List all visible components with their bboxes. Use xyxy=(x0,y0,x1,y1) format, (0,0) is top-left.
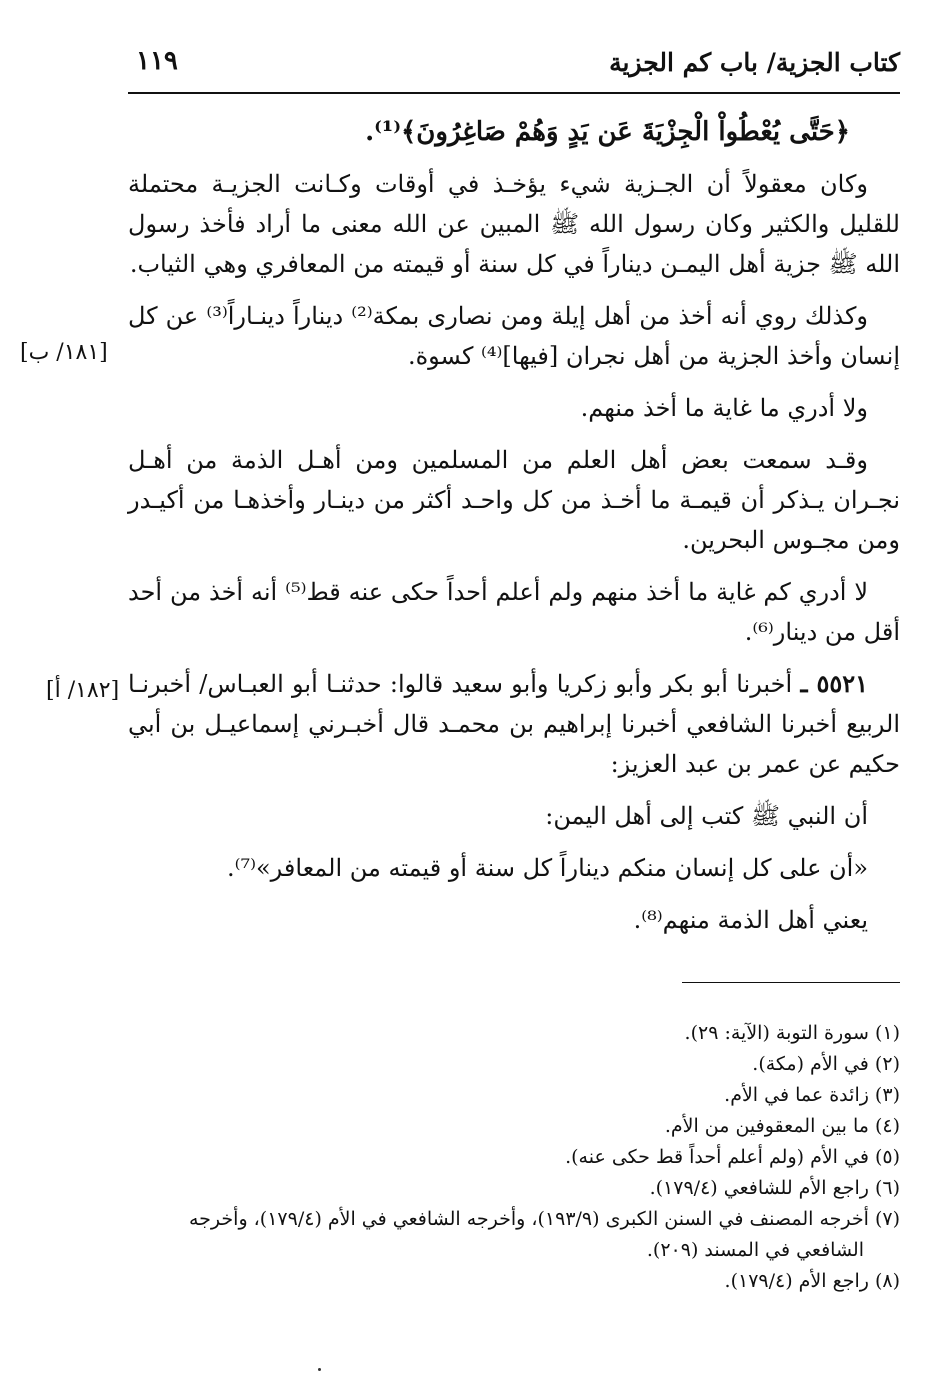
footnote: (٧) أخرجه المصنف في السنن الكبرى (١٩٣/٩)، وأخرجه الشافعي في الأم (١٧٩/٤)، وأخرجه xyxy=(189,1208,900,1230)
footnote: (٨) راجع الأم (١٧٩/٤). xyxy=(724,1270,900,1292)
hadith-number: ٥٥٢١ ـ xyxy=(800,669,868,698)
hadith-isnad: أخبرنا أبو بكر وأبو زكريا وأبو سعيد قالوا: حدثنـا أبو العبـاس/ أخبرنـا الربيع أخبرنا الشافعي أخبرنا إبراهيم بن محمـد قال أخبـرني إسماعيـل بن أبي حكيم عن عمر بن عبد العزيز: xyxy=(128,670,900,778)
scan-speck xyxy=(318,1368,321,1371)
footnote: (١) سورة التوبة (الآية: ٢٩). xyxy=(684,1022,900,1044)
margin-folio-note: [١٨١/ ب] xyxy=(20,340,108,365)
footnote: (٦) راجع الأم للشافعي (١٧٩/٤). xyxy=(649,1177,900,1199)
quran-verse: ﴿حَتَّى يُعْطُواْ الْجِزْيَةَ عَن يَدٍ وَهُمْ صَاغِرُونَ﴾⁽¹⁾. xyxy=(365,117,850,147)
paragraph-5: لا أدري كم غاية ما أخذ منهم ولم أعلم أحداً حكى عنه قط⁽⁵⁾ أنه أخذ من أحد أقل من دينار⁽⁶⁾. xyxy=(128,578,900,646)
footnote: (٤) ما بين المعقوفين من الأم. xyxy=(664,1115,900,1137)
paragraph-7: «أن على كل إنسان منكم ديناراً كل سنة أو قيمته من المعافر»⁽⁷⁾. xyxy=(226,854,868,882)
paragraph-6: أن النبي ﷺ كتب إلى أهل اليمن: xyxy=(545,802,868,830)
running-head: كتاب الجزية/ باب كم الجزية xyxy=(609,48,900,77)
paragraph-1: وكان معقولاً أن الجـزية شيء يؤخـذ في أوقات وكـانت الجزيـة محتملة للقليل والكثير وكان رسول الله ﷺ المبين عن الله معنى ما أراد فأخذ رسول الله ﷺ جزية أهل اليمـن ديناراً في كل سنة أو قيمته من المعافري وهي الثياب. xyxy=(128,170,900,278)
paragraph-4: وقـد سمعت بعض أهل العلم من المسلمين ومن أهـل الذمة من أهـل نجـران يـذكر أن قيمـة ما أخـذ من كل واحـد أكثر من دينـار وأخذهـا من أكيـدر ومن مجـوس البحرين. xyxy=(128,446,900,554)
footnote-continuation: الشافعي في المسند (٢٠٩). xyxy=(646,1239,864,1261)
hadith-paragraph xyxy=(128,664,900,784)
page-header xyxy=(128,42,900,94)
footnote: (٥) في الأم (ولم أعلم أحداً قط حكى عنه). xyxy=(565,1146,900,1168)
main-text xyxy=(128,112,900,952)
paragraph-3: ولا أدري ما غاية ما أخذ منهم. xyxy=(580,394,868,422)
footnotes xyxy=(128,1018,900,1297)
footnote-divider xyxy=(682,982,900,983)
footnote: (٣) زائدة عما في الأم. xyxy=(724,1084,900,1106)
paragraph-8: يعني أهل الذمة منهم⁽⁸⁾. xyxy=(633,906,868,934)
paragraph-2: وكذلك روي أنه أخذ من أهل إيلة ومن نصارى بمكة⁽²⁾ ديناراً دينـاراً⁽³⁾ عن كل إنسان وأخذ الجزية من أهل نجران [فيها]⁽⁴⁾ كسوة. xyxy=(128,302,900,370)
footnote: (٢) في الأم (مكة). xyxy=(752,1053,900,1075)
margin-folio-note: [١٨٢/ أ] xyxy=(46,678,120,703)
page-number: ١١٩ xyxy=(136,46,178,76)
